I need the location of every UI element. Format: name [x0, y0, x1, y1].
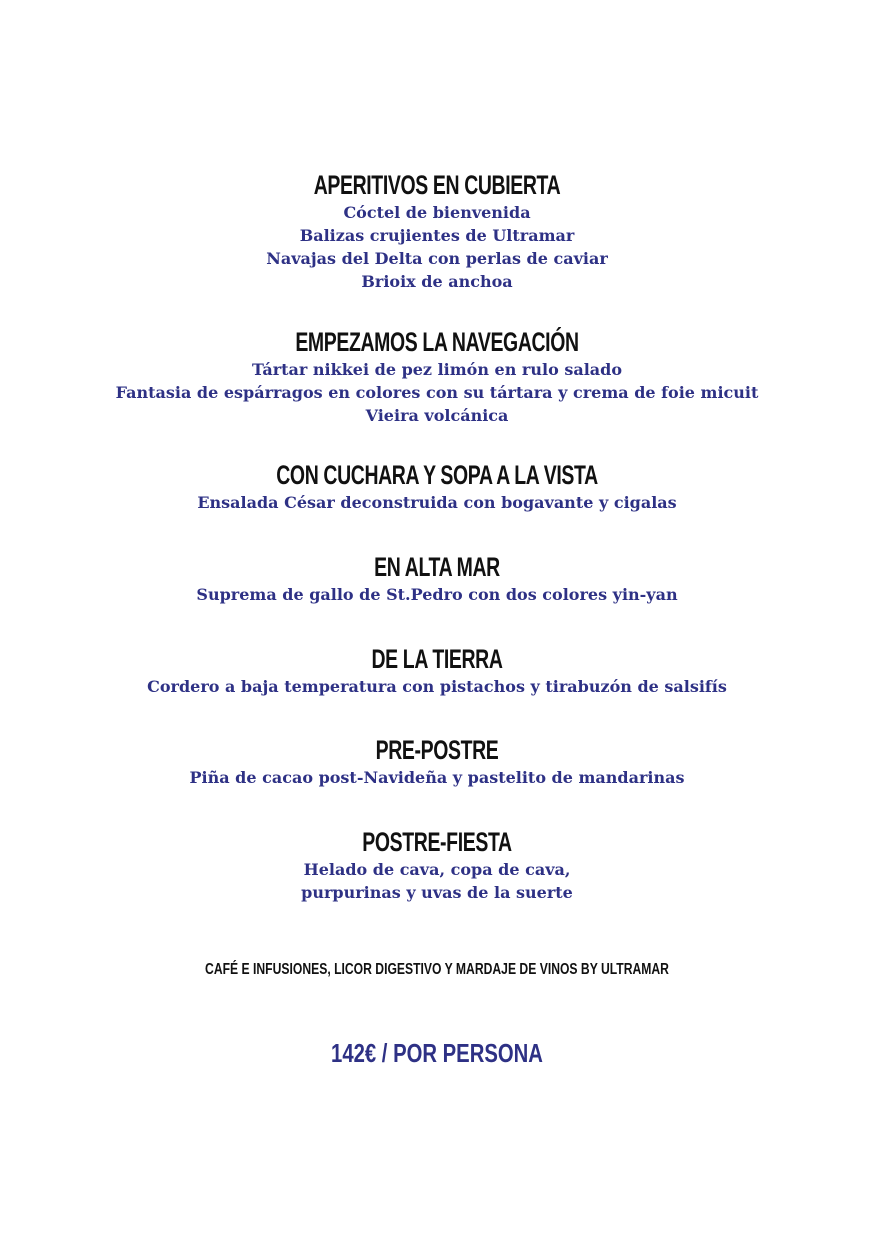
dish-item: Cóctel de bienvenida — [343, 203, 531, 222]
dish-list — [0, 675, 874, 698]
extras-note: CAFÉ E INFUSIONES, LICOR DIGESTIVO Y MARDAJE DE VINOS BY ULTRAMAR — [205, 961, 669, 978]
section-title: APERITIVOS EN CUBIERTA — [313, 170, 561, 200]
dish-list — [0, 491, 874, 514]
section-title: PRE-POSTRE — [375, 735, 499, 765]
section-cuchara — [0, 460, 874, 514]
section-title: EN ALTA MAR — [374, 552, 500, 582]
dish-list — [0, 358, 874, 427]
dish-item: Ensalada César deconstruida con bogavante y cigalas — [197, 493, 677, 512]
dish-item: Suprema de gallo de St.Pedro con dos colores yin-yan — [196, 585, 678, 604]
dish-list — [0, 583, 874, 606]
dish-item: Fantasia de espárragos en colores con su tártara y crema de foie micuit — [115, 383, 759, 402]
section-title: POSTRE-FIESTA — [362, 827, 512, 857]
price-label: 142€ / POR PERSONA — [331, 1038, 543, 1068]
dish-item: Balizas crujientes de Ultramar — [299, 226, 575, 245]
section-alta-mar — [0, 552, 874, 606]
dish-item: Vieira volcánica — [365, 406, 509, 425]
dish-item: Cordero a baja temperatura con pistachos y tirabuzón de salsifís — [147, 677, 727, 696]
dish-item: Tártar nikkei de pez limón en rulo salado — [251, 360, 622, 379]
section-title: DE LA TIERRA — [371, 644, 503, 674]
section-tierra — [0, 644, 874, 698]
section-aperitivos — [0, 170, 874, 293]
dish-list — [0, 858, 874, 904]
dish-item: Helado de cava, copa de cava, — [303, 860, 571, 879]
section-postre-fiesta — [0, 827, 874, 904]
dish-item: Brioix de anchoa — [361, 272, 513, 291]
dish-list — [0, 201, 874, 293]
dish-item: purpurinas y uvas de la suerte — [301, 883, 573, 902]
section-navegacion — [0, 327, 874, 427]
dish-item: Piña de cacao post-Navideña y pastelito de mandarinas — [189, 768, 685, 787]
section-title: CON CUCHARA Y SOPA A LA VISTA — [276, 460, 598, 490]
section-title: EMPEZAMOS LA NAVEGACIÓN — [295, 327, 579, 357]
section-pre-postre — [0, 735, 874, 789]
dish-item: Navajas del Delta con perlas de caviar — [266, 249, 608, 268]
dish-list — [0, 766, 874, 789]
